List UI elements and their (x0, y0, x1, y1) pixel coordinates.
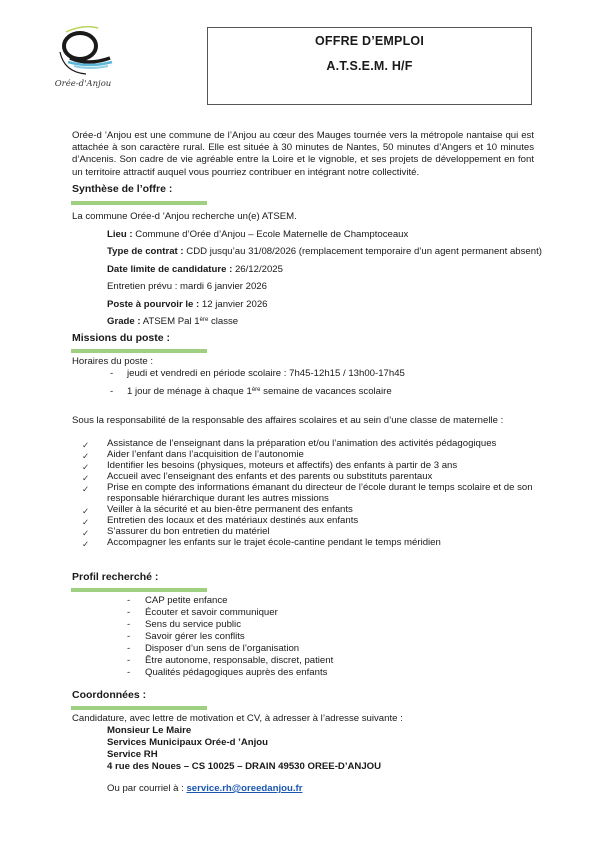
date-limite-field (107, 264, 283, 276)
grade-field (107, 316, 238, 328)
email-label: Ou par courriel à : (107, 783, 187, 794)
email-link[interactable]: service.rh@oreedanjou.fr (186, 783, 303, 794)
dash-bullet: - (127, 643, 131, 654)
horaire-item (127, 386, 392, 398)
mission-task: S’assurer du bon entretien du matériel (107, 526, 270, 537)
mission-task: Entretien des locaux et des matériaux destinés aux enfants (107, 515, 359, 526)
profil-item: Écouter et savoir communiquer (145, 607, 278, 618)
address-line: Monsieur Le Maire (107, 725, 192, 736)
check-icon: ✓ (82, 484, 90, 494)
section-underline (71, 588, 207, 592)
dash-bullet: - (127, 619, 131, 630)
dash-bullet: - (110, 386, 114, 397)
profil-item: Disposer d’un sens de l’organisation (145, 643, 300, 654)
title-box (207, 27, 532, 105)
entretien-field: Entretien prévu : mardi 6 janvier 2026 (107, 281, 267, 292)
check-icon: ✓ (82, 451, 90, 461)
check-icon: ✓ (82, 473, 90, 483)
address-line: Services Municipaux Orée-d ’Anjou (107, 737, 269, 748)
date-limite-value: 26/12/2025 (232, 264, 283, 275)
check-icon: ✓ (82, 506, 90, 516)
section-underline (71, 706, 207, 710)
section-heading-profil: Profil recherché : (72, 571, 159, 583)
horaire-text-end: semaine de vacances scolaire (260, 386, 392, 397)
synthese-lead: La commune Orée-d ’Anjou recherche un(e) ATSEM. (72, 211, 297, 222)
mission-task: Veiller à la sécurité et au bien-être permanent des enfants (107, 504, 353, 515)
lieu-label: Lieu : (107, 229, 133, 240)
check-icon: ✓ (82, 462, 90, 472)
candidature-lead: Candidature, avec lettre de motivation et CV, à adresser à l’adresse suivante : (72, 713, 403, 724)
grade-label: Grade : (107, 316, 141, 327)
address-line: Service RH (107, 749, 158, 760)
dash-bullet: - (127, 607, 131, 618)
horaires-label: Horaires du poste : (72, 356, 154, 367)
section-heading-coordonnees: Coordonnées : (72, 689, 147, 701)
date-limite-label: Date limite de candidature : (107, 264, 233, 275)
profil-item: Sens du service public (145, 619, 241, 630)
horaire-superscript: ère (251, 387, 261, 393)
dash-bullet: - (127, 655, 131, 666)
profil-item: Être autonome, responsable, discret, patient (145, 655, 334, 666)
profil-item: Savoir gérer les conflits (145, 631, 245, 642)
poste-field (107, 299, 268, 311)
page-title: OFFRE D’EMPLOI (314, 34, 425, 48)
job-title: A.T.S.E.M. H/F (326, 59, 413, 73)
grade-value-end: classe (208, 316, 239, 327)
section-heading-missions: Missions du poste : (72, 332, 171, 344)
check-icon: ✓ (82, 539, 90, 549)
mission-task: Assistance de l’enseignant dans la préparation et/ou l’animation des activités pédagogiques (107, 438, 497, 449)
grade-superscript: ère (199, 317, 209, 323)
horaire-text: jeudi et vendredi en période scolaire : 7h45-12h15 / 13h00-17h45 (127, 368, 405, 379)
horaire-text: 1 jour de ménage à chaque 1 (127, 386, 252, 397)
intro-paragraph: Orée-d ’Anjou est une commune de l’Anjou au cœur des Mauges tournée vers la métropole nantaise qui est attachée à son caractère rural. Elle est située à 30 minutes de Nantes, 50 minutes d’Angers et 10 minutes d’Ancenis. Son cadre de vie agréable entre la Loire et le vignoble, et ses projets de développement en font un territoire attractif auquel vous pourriez contribuer en intégrant notre collectivité. (72, 130, 534, 178)
dash-bullet: - (127, 667, 131, 678)
mission-task: Accompagner les enfants sur le trajet école-cantine pendant le temps méridien (107, 537, 441, 548)
profil-item: Qualités pédagogiques auprès des enfants (145, 667, 328, 678)
contrat-label: Type de contrat : (107, 246, 184, 257)
contrat-field (107, 246, 542, 258)
poste-value: 12 janvier 2026 (199, 299, 268, 310)
poste-label: Poste à pourvoir le : (107, 299, 200, 310)
mission-task: Prise en compte des informations émanant du directeur de l’école durant le temps scolaire et de son responsable hiérarchique durant les autres missions (107, 482, 533, 504)
lieu-value: Commune d’Orée d’Anjou – Ecole Maternelle de Champtoceaux (132, 229, 409, 240)
mission-task: Accueil avec l’enseignant des enfants et des parents ou substituts parentaux (107, 471, 433, 482)
section-underline (71, 201, 207, 205)
dash-bullet: - (110, 368, 114, 379)
responsabilite-text: Sous la responsabilité de la responsable des affaires scolaires et au sein d’une classe de maternelle : (72, 415, 504, 426)
lieu-field (107, 229, 408, 241)
oree-danjou-logo (38, 22, 128, 92)
dash-bullet: - (127, 595, 131, 606)
profil-item: CAP petite enfance (145, 595, 228, 606)
contrat-value: CDD jusqu’au 31/08/2026 (remplacement temporaire d’un agent permanent absent) (183, 246, 542, 257)
grade-value: ATSEM Pal 1 (140, 316, 200, 327)
horaire-item (127, 368, 405, 380)
check-icon: ✓ (82, 517, 90, 527)
section-heading-synthese: Synthèse de l’offre : (72, 183, 173, 195)
dash-bullet: - (127, 631, 131, 642)
logo-text: Orée-d'Anjou (54, 79, 112, 89)
mission-task: Identifier les besoins (physiques, moteurs et affectifs) des enfants à partir de 3 ans (107, 460, 458, 471)
mission-task: Aider l’enfant dans l’acquisition de l’autonomie (107, 449, 304, 460)
check-icon: ✓ (82, 440, 90, 450)
logo-swirl-icon (38, 22, 128, 80)
address-line: 4 rue des Noues – CS 10025 – DRAIN 49530 OREE-D’ANJOU (107, 761, 382, 772)
email-row (107, 783, 302, 795)
section-underline (71, 349, 207, 353)
check-icon: ✓ (82, 528, 90, 538)
